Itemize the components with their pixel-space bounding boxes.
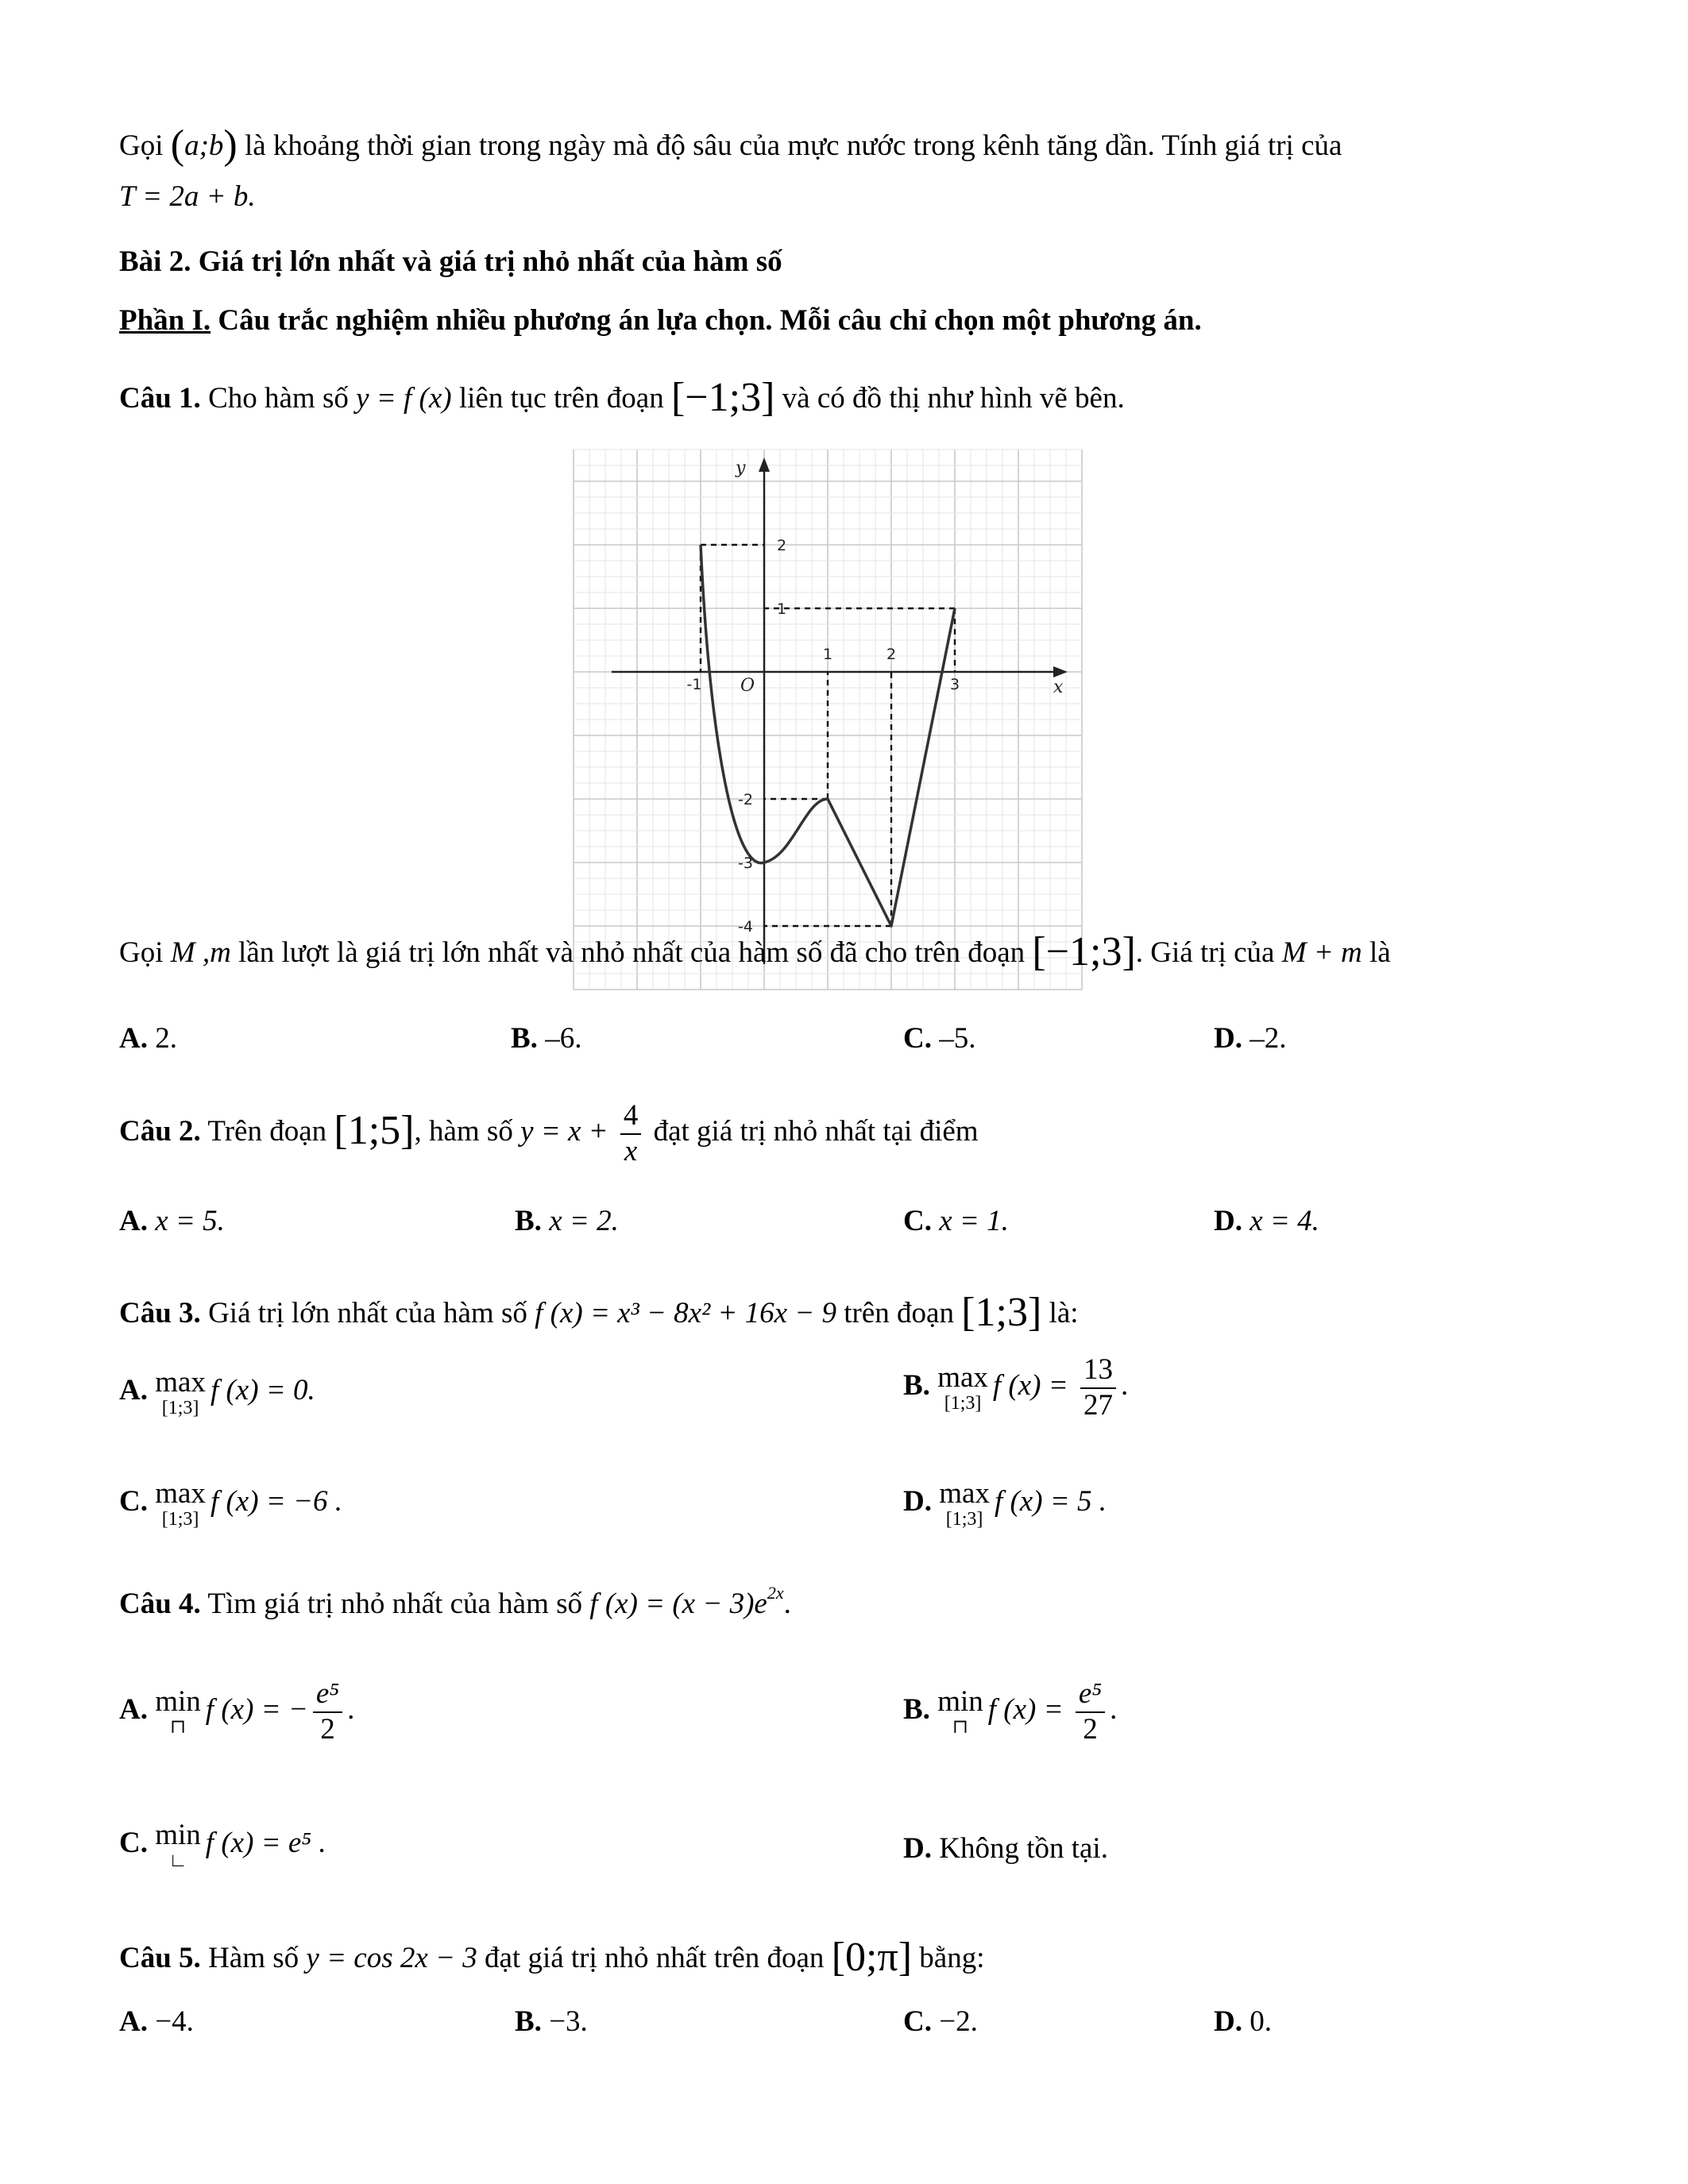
q2-option-a[interactable] <box>119 1204 225 1239</box>
operator: min <box>155 1819 201 1851</box>
option-label: A. <box>119 1373 148 1406</box>
question-4-exponent: 2x <box>767 1583 784 1603</box>
question-1-text-c: và có đồ thị như hình vẽ bên. <box>774 382 1125 415</box>
q2-option-b[interactable] <box>515 1204 619 1239</box>
fraction-den: 2 <box>1083 1712 1098 1746</box>
option-expr: f (x) = − <box>205 1693 308 1727</box>
max-operator <box>939 1479 990 1529</box>
option-expr: f (x) = −6 . <box>210 1484 342 1518</box>
option-label: A. <box>119 1205 148 1237</box>
option-expr: f (x) = <box>987 1693 1071 1727</box>
question-1-prompt-b: lần lượt là giá trị lớn nhất và nhỏ nhất của hàm số đã cho trên đoạn <box>230 936 1033 969</box>
option-value: −4. <box>155 2005 194 2038</box>
max-operator <box>937 1363 988 1413</box>
option-label: D. <box>1214 1022 1242 1055</box>
option-expr: f (x) = 0. <box>210 1373 315 1406</box>
question-4-tail: . <box>783 1588 791 1620</box>
fraction-den: 2 <box>320 1712 335 1746</box>
question-1 <box>119 373 1125 423</box>
option-expr: f (x) = <box>992 1369 1076 1403</box>
option-label: C. <box>903 1205 932 1237</box>
question-5-text-a: Hàm số <box>200 1942 307 1974</box>
question-5-func: y = cos 2x − 3 <box>306 1942 477 1974</box>
question-2-label: Câu 2. <box>119 1115 201 1148</box>
q1-option-a[interactable] <box>119 1021 177 1056</box>
operator: min <box>937 1685 983 1719</box>
option-label: D. <box>1214 1205 1242 1237</box>
q4-option-d[interactable] <box>903 1831 1108 1866</box>
max-operator <box>155 1368 206 1418</box>
option-tail: . <box>1120 1369 1129 1403</box>
q3-option-d[interactable] <box>903 1479 1107 1529</box>
x-axis-arrow <box>1053 666 1068 677</box>
y-tick-label: -2 <box>738 791 753 808</box>
option-tail: . <box>1110 1693 1118 1727</box>
question-5-text-c: bằng: <box>912 1942 985 1974</box>
graph-axes <box>612 457 1068 964</box>
q5-option-d[interactable] <box>1214 2005 1272 2039</box>
question-3-text-c: là: <box>1041 1297 1079 1329</box>
operator-sub: ⊓ <box>952 1717 969 1738</box>
operator: min <box>155 1685 201 1719</box>
option-label: B. <box>515 2005 542 2038</box>
question-1-text-a: Cho hàm số <box>200 382 357 415</box>
q1-option-d[interactable] <box>1214 1021 1286 1056</box>
y-tick-label: -4 <box>738 918 753 936</box>
question-5-text-b: đạt giá trị nhỏ nhất trên đoạn <box>477 1942 832 1974</box>
x-axis-label: x <box>1053 677 1064 697</box>
q2-option-d[interactable] <box>1214 1204 1319 1239</box>
part-heading <box>119 303 1202 338</box>
x-tick-label: 1 <box>822 646 833 663</box>
question-1-expr: M + m <box>1281 936 1362 969</box>
operator: max <box>939 1477 990 1510</box>
x-tick-label: -1 <box>686 676 702 693</box>
question-2-text-b: , hàm số <box>414 1115 521 1148</box>
question-1-prompt-a: Gọi <box>119 936 171 969</box>
option-label: B. <box>903 1693 930 1727</box>
option-fraction <box>1080 1353 1116 1422</box>
question-2-text-a: Trên đoạn <box>200 1115 334 1148</box>
fraction-num: 4 <box>620 1099 642 1135</box>
option-label: C. <box>119 1826 148 1859</box>
y-tick-label: 1 <box>777 600 787 618</box>
option-value: –2. <box>1250 1022 1287 1055</box>
option-label: A. <box>119 2005 148 2038</box>
question-1-label: Câu 1. <box>119 382 201 415</box>
option-expr: f (x) = 5 . <box>994 1484 1107 1518</box>
option-value: −3. <box>549 2005 588 2038</box>
question-4-text-a: Tìm giá trị nhỏ nhất của hàm số <box>200 1588 590 1620</box>
q4-option-c[interactable] <box>119 1820 326 1870</box>
min-operator <box>937 1687 983 1737</box>
question-3-label: Câu 3. <box>119 1297 201 1329</box>
option-value: x = 5. <box>155 1205 225 1237</box>
question-1-prompt <box>119 928 1391 977</box>
question-1-vars: M ,m <box>170 936 231 969</box>
option-label: C. <box>119 1484 148 1518</box>
operator: max <box>155 1477 206 1510</box>
part-label: Phần I. <box>119 304 211 337</box>
operator-sub: [1;3] <box>944 1393 982 1414</box>
question-5-label: Câu 5. <box>119 1942 201 1974</box>
option-label: C. <box>903 2005 932 2038</box>
q1-option-b[interactable] <box>511 1021 581 1056</box>
function-graph <box>566 438 1122 936</box>
question-2-text-c: đạt giá trị nhỏ nhất tại điểm <box>646 1115 979 1148</box>
fraction-den: 27 <box>1083 1388 1113 1422</box>
option-expr: f (x) = e⁵ . <box>205 1826 326 1859</box>
question-3-func: f (x) = x³ − 8x² + 16x − 9 <box>535 1297 837 1329</box>
q5-option-b[interactable] <box>515 2005 588 2039</box>
question-4-label: Câu 4. <box>119 1588 201 1620</box>
q1-option-c[interactable] <box>903 1021 975 1056</box>
y-axis-arrow <box>759 457 770 472</box>
operator: max <box>155 1366 206 1399</box>
intro-text-b: là khoảng thời gian trong ngày mà độ sâu của mực nước trong kênh tăng dần. Tính giá trị của <box>237 129 1342 162</box>
min-operator <box>155 1687 201 1737</box>
operator-sub: [1;3] <box>161 1398 199 1418</box>
fraction-num: 13 <box>1080 1353 1116 1389</box>
option-label: D. <box>903 1832 932 1865</box>
question-3 <box>119 1288 1079 1337</box>
option-label: A. <box>119 1022 148 1055</box>
option-fraction <box>313 1677 342 1746</box>
operator-sub: [1;3] <box>945 1509 983 1530</box>
option-value: x = 2. <box>549 1205 619 1237</box>
y-tick-label: -3 <box>738 855 753 872</box>
option-label: D. <box>1214 2005 1242 2038</box>
intro-text-a: Gọi <box>119 129 171 162</box>
q2-option-c[interactable] <box>903 1204 1009 1239</box>
fraction-den: x <box>624 1134 638 1167</box>
x-tick-label: 2 <box>886 646 897 663</box>
option-tail: . <box>347 1693 355 1727</box>
operator-sub: ∟ <box>168 1850 187 1871</box>
fraction-num: e⁵ <box>313 1677 342 1713</box>
y-tick-label: 2 <box>777 537 787 554</box>
min-operator <box>155 1820 201 1870</box>
q5-option-a[interactable] <box>119 2005 194 2039</box>
option-label: B. <box>515 1205 542 1237</box>
option-value: –6. <box>545 1022 582 1055</box>
option-label: C. <box>903 1022 932 1055</box>
section-title: Bài 2. Giá trị lớn nhất và giá trị nhỏ nhất của hàm số <box>119 245 782 278</box>
operator: max <box>937 1361 988 1395</box>
interval-close: ) <box>223 122 238 168</box>
operator-sub: [1;3] <box>161 1509 199 1530</box>
q4-option-b[interactable] <box>903 1677 1117 1746</box>
graph-grid <box>574 450 1082 990</box>
option-label: D. <box>903 1484 932 1518</box>
question-1-prompt-c: . Giá trị của <box>1135 936 1282 969</box>
question-2 <box>119 1099 979 1168</box>
option-value: Không tồn tại. <box>939 1832 1108 1865</box>
option-value: x = 4. <box>1250 1205 1319 1237</box>
question-1-text-b: liên tục trên đoạn <box>451 382 671 415</box>
question-2-fraction <box>620 1099 642 1168</box>
option-value: 2. <box>155 1022 177 1055</box>
question-3-text-b: trên đoạn <box>836 1297 962 1329</box>
question-1-func: y = f (x) <box>356 382 452 415</box>
intro-line-1 <box>119 121 1342 170</box>
question-5 <box>119 1933 984 1982</box>
option-label: A. <box>119 1693 148 1727</box>
question-1-prompt-interval: [−1;3] <box>1032 929 1136 974</box>
question-1-prompt-d: là <box>1362 936 1391 969</box>
option-value: x = 1. <box>939 1205 1009 1237</box>
option-fraction <box>1076 1677 1105 1746</box>
q3-option-b[interactable] <box>903 1353 1128 1422</box>
x-tick-label: 3 <box>949 676 960 693</box>
y-axis-label: y <box>736 458 746 478</box>
question-3-text-a: Giá trị lớn nhất của hàm số <box>200 1297 535 1329</box>
question-2-interval: [1;5] <box>334 1108 415 1154</box>
option-label: B. <box>903 1369 930 1403</box>
question-4-func: f (x) = (x − 3)e <box>589 1588 767 1620</box>
q3-option-c[interactable] <box>119 1479 342 1529</box>
interval-var: a;b <box>184 129 224 162</box>
intro-line-2: T = 2a + b. <box>119 180 256 213</box>
fraction-num: e⁵ <box>1076 1677 1105 1713</box>
question-5-interval: [0;π] <box>831 1935 913 1980</box>
max-operator <box>155 1479 206 1529</box>
option-value: −2. <box>939 2005 978 2038</box>
question-2-func: y = x + <box>520 1115 616 1148</box>
question-4 <box>119 1583 791 1622</box>
question-1-interval: [−1;3] <box>670 375 775 420</box>
question-3-interval: [1;3] <box>961 1290 1042 1335</box>
q4-option-a[interactable] <box>119 1677 354 1746</box>
option-label: B. <box>511 1022 538 1055</box>
option-value: 0. <box>1250 2005 1272 2038</box>
origin-label: O <box>740 676 755 696</box>
option-value: –5. <box>939 1022 976 1055</box>
part-text: Câu trắc nghiệm nhiều phương án lựa chọn. Mỗi câu chỉ chọn một phương án. <box>211 304 1202 337</box>
operator-sub: ⊓ <box>169 1717 187 1738</box>
q5-option-c[interactable] <box>903 2005 978 2039</box>
q3-option-a[interactable] <box>119 1368 315 1418</box>
interval-open: ( <box>170 122 185 168</box>
